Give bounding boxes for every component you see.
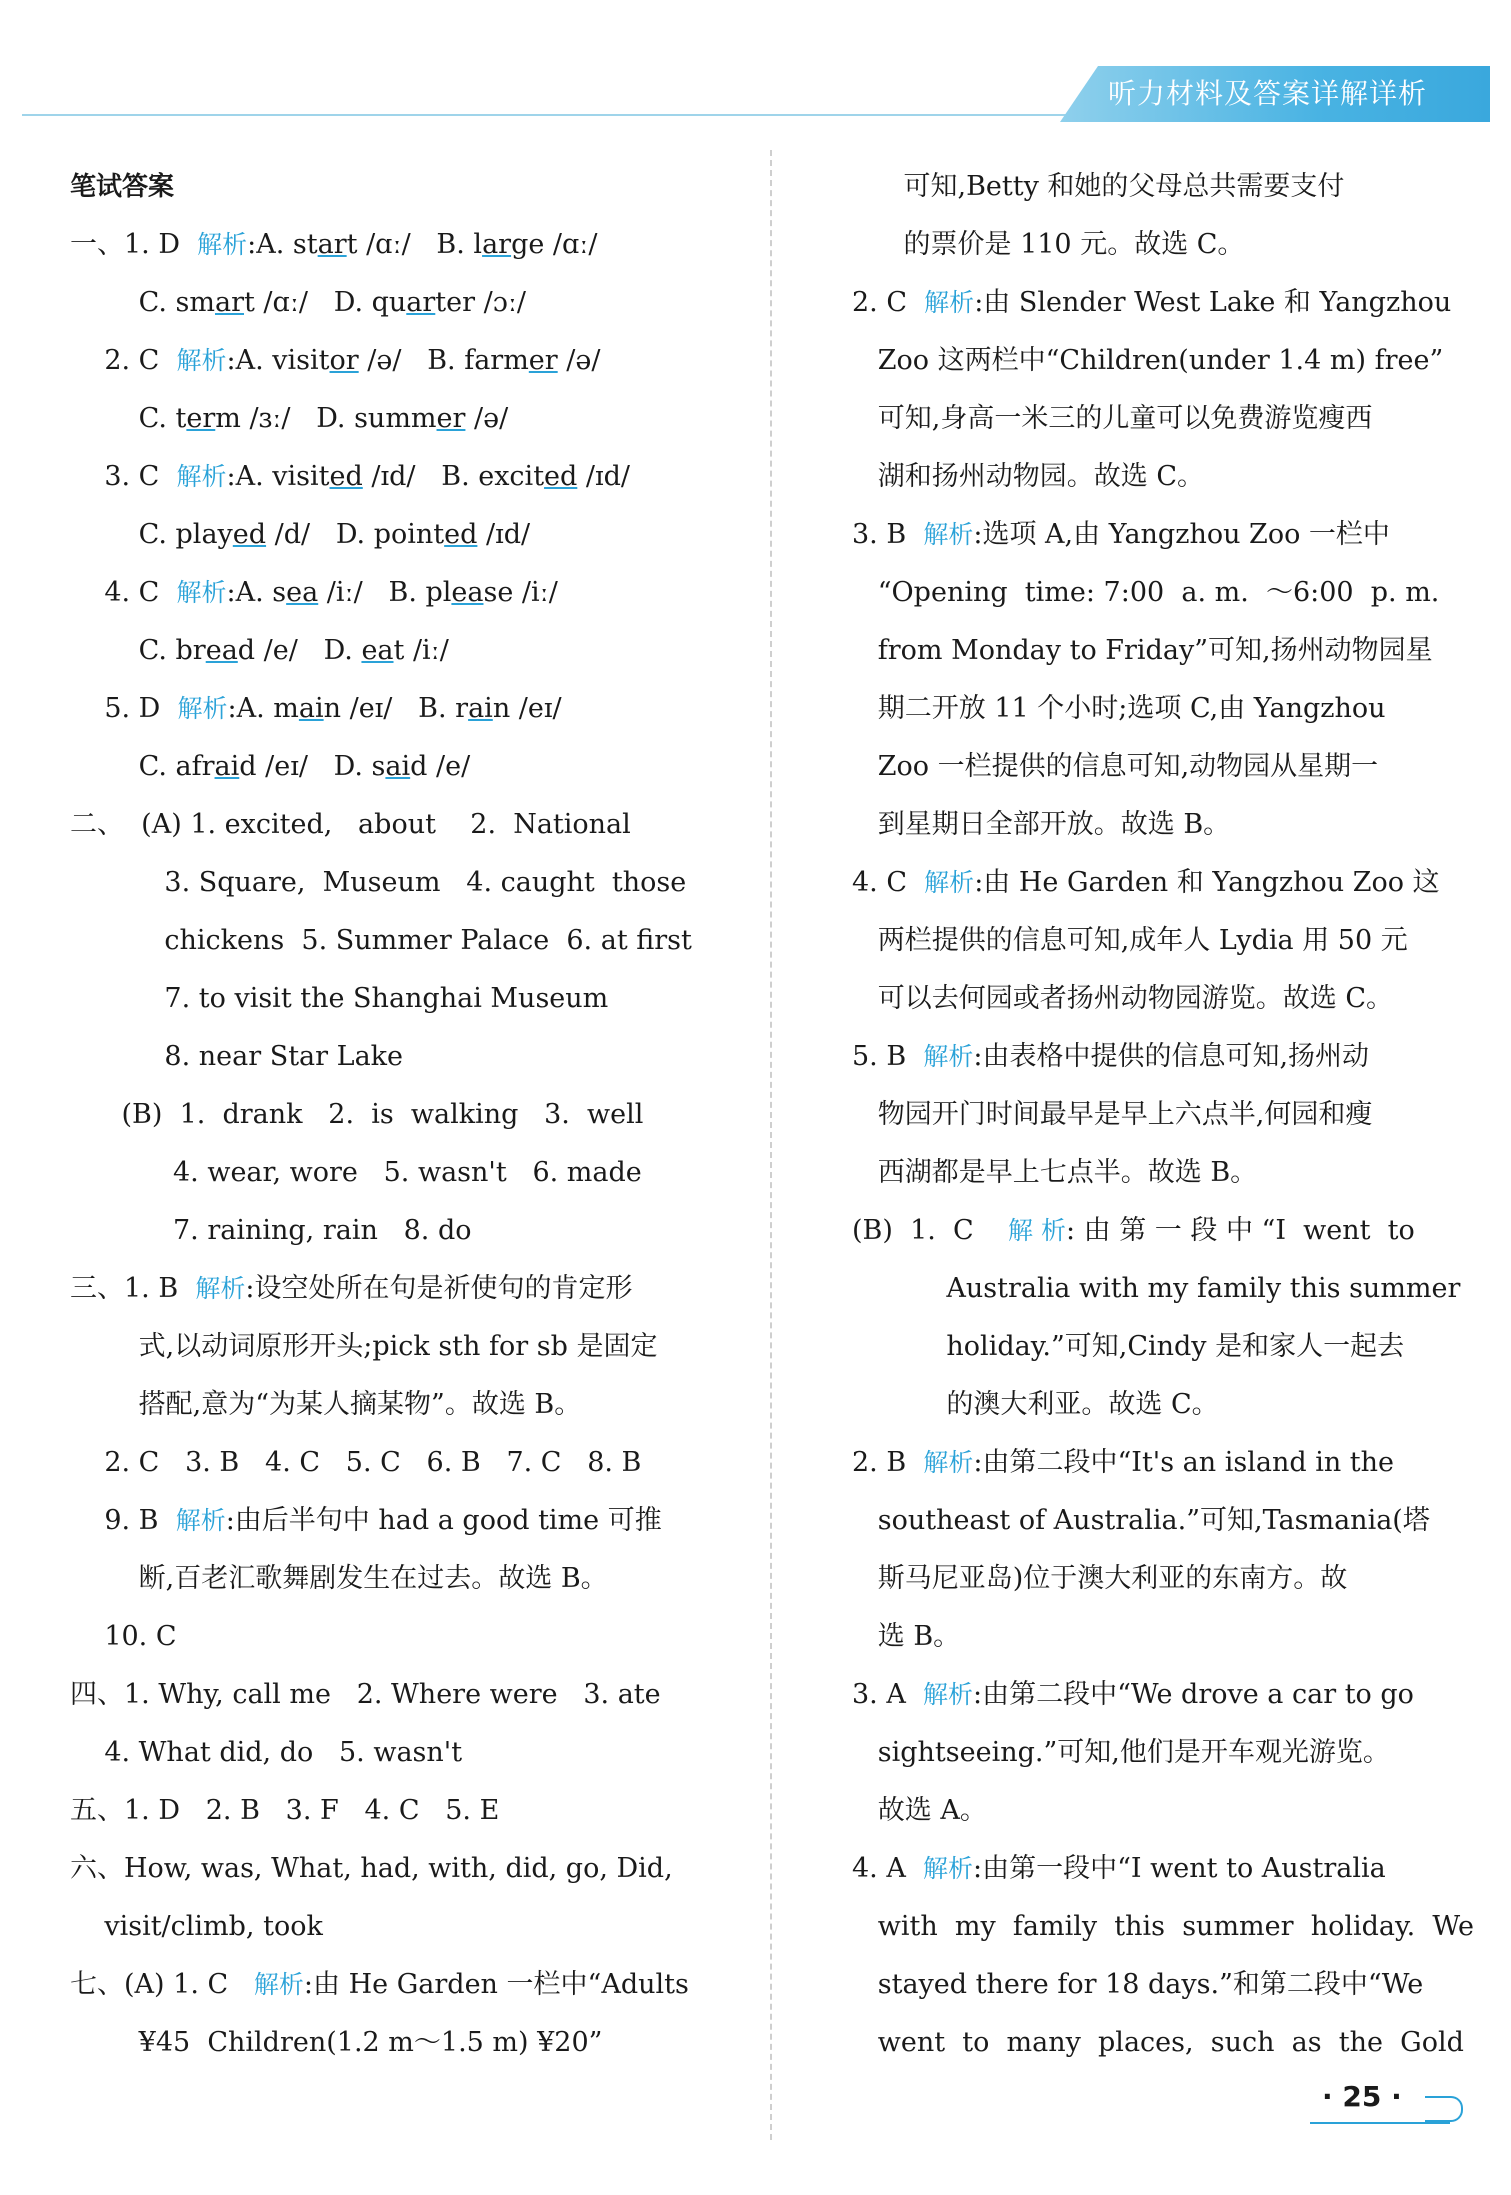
answer-text: :由 Slender West Lake 和 Yangzhou	[974, 287, 1452, 318]
answer-text: 2. B	[852, 1447, 924, 1478]
answer-text: n /eɪ/ B. r	[323, 693, 469, 724]
answer-text: :由 He Garden 和 Yangzhou Zoo 这	[974, 867, 1440, 898]
answer-text: from Monday to Friday”可知,扬州动物园星	[852, 635, 1433, 666]
analysis-label: 解析	[923, 1854, 974, 1883]
underlined-letters: ed	[544, 461, 578, 492]
underlined-letters: ar	[214, 287, 244, 318]
answer-text: 7. raining, rain 8. do	[70, 1215, 472, 1246]
answer-text: with my family this summer holiday. We	[852, 1911, 1474, 1942]
answer-text: t /iː/	[393, 635, 449, 666]
answer-text: 4. C	[70, 577, 177, 608]
answer-text: t /ɑː/ B. l	[346, 229, 483, 260]
answer-text: :A. visit	[226, 345, 330, 376]
answer-text: 两栏提供的信息可知,成年人 Lydia 用 50 元	[852, 925, 1408, 956]
answer-text: 故选 A。	[852, 1795, 987, 1826]
underlined-letters: ar	[406, 287, 436, 318]
answer-line	[852, 448, 1462, 506]
answer-text: stayed there for 18 days.”和第二段中“We	[852, 1969, 1424, 2000]
page-number-arrow-icon	[1425, 2096, 1463, 2122]
answer-line	[70, 622, 750, 680]
answer-line	[852, 1318, 1462, 1376]
answer-line	[70, 912, 750, 970]
answer-text: 二、 (A) 1. excited, about 2. National	[70, 809, 631, 840]
answer-text: 10. C	[70, 1621, 177, 1652]
underlined-letters: ed	[329, 461, 363, 492]
answer-line	[852, 622, 1462, 680]
page-number-rule	[1310, 2122, 1450, 2124]
answer-text: 的票价是 110 元。故选 C。	[852, 229, 1245, 260]
answer-line	[852, 796, 1462, 854]
answer-text: 四、1. Why, call me 2. Where were 3. ate	[70, 1679, 661, 1710]
underlined-letters: er	[186, 403, 216, 434]
analysis-label: 解析	[175, 1506, 226, 1535]
underlined-letters: er	[528, 345, 558, 376]
answer-text: d /e/	[410, 751, 471, 782]
answer-text: 的澳大利亚。故选 C。	[852, 1389, 1219, 1420]
answer-line	[70, 1028, 750, 1086]
answer-line	[70, 158, 750, 216]
answer-text: 9. B	[70, 1505, 176, 1536]
answer-text: 8. near Star Lake	[70, 1041, 404, 1072]
answer-text: C. play	[70, 519, 233, 550]
answer-text: 7. to visit the Shanghai Museum	[70, 983, 609, 1014]
answer-text: Zoo 这两栏中“Children(under 1.4 m) free”	[852, 345, 1444, 376]
answer-text: 西湖都是早上七点半。故选 B。	[852, 1157, 1258, 1188]
underlined-letters: ea	[451, 577, 484, 608]
answer-text: ¥45 Children(1.2 m～1.5 m) ¥20”	[70, 2027, 603, 2058]
answer-text: chickens 5. Summer Palace 6. at first	[70, 925, 692, 956]
answer-text: :设空处所在句是祈使句的肯定形	[245, 1273, 633, 1304]
underlined-letters: ea	[361, 635, 394, 666]
answer-text: Australia with my family this summer	[852, 1273, 1461, 1304]
answer-line	[852, 738, 1462, 796]
answer-line	[852, 1492, 1462, 1550]
answer-text: 选 B。	[852, 1621, 961, 1652]
answer-line	[70, 680, 750, 738]
answer-line	[852, 216, 1462, 274]
answer-text: 三、1. B	[70, 1273, 196, 1304]
underlined-letters: ai	[468, 693, 493, 724]
analysis-label: 解析	[923, 1448, 974, 1477]
answer-text: 4. A	[852, 1853, 924, 1884]
answer-line	[70, 1724, 750, 1782]
answer-line	[852, 1376, 1462, 1434]
answer-text: :由第一段中“I went to Australia	[973, 1853, 1386, 1884]
underlined-letters: ea	[205, 635, 238, 666]
answer-text: Zoo 一栏提供的信息可知,动物园从星期一	[852, 751, 1379, 782]
underlined-letters: ea	[286, 577, 319, 608]
answer-line	[852, 332, 1462, 390]
answer-text: :由后半句中 had a good time 可推	[225, 1505, 662, 1536]
answer-text: :A. m	[227, 693, 299, 724]
answer-text: d /eɪ/ D. s	[239, 751, 386, 782]
answer-text: :A. st	[247, 229, 318, 260]
answer-line	[70, 1956, 750, 2014]
answer-text: /ə/	[465, 403, 509, 434]
answer-text: C. t	[70, 403, 187, 434]
answer-line	[70, 796, 750, 854]
answer-line	[70, 1666, 750, 1724]
answer-line	[852, 1028, 1462, 1086]
answer-line	[852, 854, 1462, 912]
page-number: · 25 ·	[1322, 2080, 1402, 2113]
column-divider	[770, 150, 772, 2140]
answer-text: :由第二段中“It's an island in the	[973, 1447, 1395, 1478]
answer-line	[70, 1086, 750, 1144]
answer-text: sightseeing.”可知,他们是开车观光游览。	[852, 1737, 1390, 1768]
answer-text: 2. C	[70, 345, 177, 376]
answer-line	[70, 1608, 750, 1666]
answer-text: visit/climb, took	[70, 1911, 323, 1942]
answer-line	[70, 216, 750, 274]
answer-text: d /e/ D.	[237, 635, 362, 666]
answer-text: 5. B	[852, 1041, 924, 1072]
analysis-label: 解析	[253, 1970, 304, 1999]
answer-line	[852, 1898, 1474, 1956]
answer-line	[852, 1260, 1462, 1318]
answer-text: m /ɜː/ D. summ	[215, 403, 437, 434]
answer-text: /iː/ B. pl	[318, 577, 452, 608]
analysis-label: 解析	[923, 1042, 974, 1071]
answer-text: n /eɪ/	[492, 693, 562, 724]
answer-text: (B) 1. C	[852, 1215, 1008, 1246]
answer-line	[852, 1724, 1462, 1782]
answer-line	[852, 1202, 1462, 1260]
header-title: 听力材料及答案详解详析	[1108, 77, 1428, 110]
answer-line	[70, 506, 750, 564]
analysis-label: 解析	[176, 462, 227, 491]
answer-text: C. br	[70, 635, 206, 666]
underlined-letters: ar	[482, 229, 512, 260]
analysis-label: 解析	[177, 694, 228, 723]
answer-line	[852, 970, 1462, 1028]
answer-line	[852, 1434, 1462, 1492]
answer-line	[70, 274, 750, 332]
answer-text: 3. A	[852, 1679, 924, 1710]
answer-text: ge /ɑː/	[511, 229, 598, 260]
answer-line	[70, 448, 750, 506]
answer-text: :由 He Garden 一栏中“Adults	[303, 1969, 689, 2000]
right-column	[852, 158, 1474, 2072]
analysis-label: 解析	[924, 288, 975, 317]
underlined-letters: ai	[385, 751, 411, 782]
answer-text: C. afr	[70, 751, 215, 782]
answer-line	[852, 158, 1462, 216]
answer-text: /ɪd/	[477, 519, 531, 550]
answer-line	[70, 1492, 750, 1550]
answer-text: :由表格中提供的信息可知,扬州动	[973, 1041, 1370, 1072]
answer-text: 一、1. D	[70, 229, 198, 260]
answer-line	[852, 1144, 1462, 1202]
section-title: 笔试答案	[70, 172, 175, 202]
answer-text: /ə/	[557, 345, 601, 376]
answer-text: holiday.”可知,Cindy 是和家人一起去	[852, 1331, 1405, 1362]
answer-line	[852, 1550, 1462, 1608]
underlined-letters: or	[329, 345, 359, 376]
answer-text: 斯马尼亚岛)位于澳大利亚的东南方。故	[852, 1563, 1348, 1594]
answer-text: /ɪd/	[577, 461, 631, 492]
answer-text: 式,以动词原形开头;pick sth for sb 是固定	[70, 1331, 658, 1362]
answer-line	[70, 1434, 750, 1492]
answer-text: 六、How, was, What, had, with, did, go, Did,	[70, 1853, 673, 1884]
left-column	[70, 158, 750, 2072]
answer-text: t /ɑː/ D. qu	[244, 287, 407, 318]
underlined-letters: ed	[444, 519, 478, 550]
answer-line	[70, 1318, 750, 1376]
answer-text: 可以去何园或者扬州动物园游览。故选 C。	[852, 983, 1393, 1014]
answer-text: 搭配,意为“为某人摘某物”。故选 B。	[70, 1389, 582, 1420]
answer-line	[70, 332, 750, 390]
answer-text: southeast of Australia.”可知,Tasmania(塔	[852, 1505, 1430, 1536]
underlined-letters: ai	[214, 751, 240, 782]
answer-line	[70, 1782, 750, 1840]
answer-text: 5. D	[70, 693, 178, 724]
answer-line	[852, 506, 1462, 564]
answer-line	[852, 1666, 1462, 1724]
analysis-label: 解 析	[1008, 1216, 1066, 1245]
underlined-letters: ar	[317, 229, 347, 260]
answer-line	[70, 1376, 750, 1434]
answer-text: 4. C	[852, 867, 925, 898]
answer-line	[852, 1840, 1462, 1898]
answer-text: 3. Square, Museum 4. caught those	[70, 867, 687, 898]
answer-line	[70, 738, 750, 796]
answer-line	[70, 1144, 750, 1202]
answer-text: 可知,身高一米三的儿童可以免费游览瘦西	[852, 403, 1373, 434]
answer-text: 七、(A) 1. C	[70, 1969, 254, 2000]
answer-text: 期二开放 11 个小时;选项 C,由 Yangzhou	[852, 693, 1386, 724]
answer-text: :由第二段中“We drove a car to go	[973, 1679, 1414, 1710]
answer-text: (B) 1. drank 2. is walking 3. well	[70, 1099, 644, 1130]
answer-line	[70, 1550, 750, 1608]
answer-text: 3. C	[70, 461, 177, 492]
answer-text: /ə/ B. farm	[358, 345, 529, 376]
answer-text: went to many places, such as the Gold	[852, 2027, 1464, 2058]
answer-text: 湖和扬州动物园。故选 C。	[852, 461, 1204, 492]
answer-text: C. sm	[70, 287, 215, 318]
analysis-label: 解析	[195, 1274, 246, 1303]
analysis-label: 解析	[176, 578, 227, 607]
answer-text: :A. visit	[226, 461, 330, 492]
answer-text: 物园开门时间最早是早上六点半,何园和瘦	[852, 1099, 1373, 1130]
answer-line	[852, 1608, 1462, 1666]
answer-line	[852, 274, 1462, 332]
answer-line	[70, 1840, 750, 1898]
analysis-label: 解析	[197, 230, 248, 259]
underlined-letters: ed	[232, 519, 267, 550]
underlined-letters: ai	[298, 693, 324, 724]
answer-line	[70, 564, 750, 622]
answer-text: 2. C	[852, 287, 925, 318]
answer-line	[70, 390, 750, 448]
answer-line	[70, 854, 750, 912]
answer-line	[852, 912, 1462, 970]
answer-text: /ɪd/ B. excit	[362, 461, 545, 492]
answer-text: /d/ D. point	[266, 519, 445, 550]
answer-line	[852, 1782, 1462, 1840]
answer-text: :A. s	[226, 577, 287, 608]
answer-text: 到星期日全部开放。故选 B。	[852, 809, 1231, 840]
answer-text: 五、1. D 2. B 3. F 4. C 5. E	[70, 1795, 500, 1826]
answer-text: : 由 第 一 段 中 “I went to	[1065, 1215, 1415, 1246]
answer-text: 2. C 3. B 4. C 5. C 6. B 7. C 8. B	[70, 1447, 642, 1478]
analysis-label: 解析	[176, 346, 227, 375]
answer-line	[70, 970, 750, 1028]
answer-line	[70, 1202, 750, 1260]
answer-text: ter /ɔː/	[435, 287, 527, 318]
answer-line	[852, 564, 1462, 622]
answer-line	[852, 390, 1462, 448]
analysis-label: 解析	[923, 1680, 974, 1709]
answer-text: 断,百老汇歌舞剧发生在过去。故选 B。	[70, 1563, 608, 1594]
answer-text: 4. wear, wore 5. wasn't 6. made	[70, 1157, 642, 1188]
answer-text: :选项 A,由 Yangzhou Zoo 一栏中	[973, 519, 1390, 550]
answer-line	[852, 1956, 1462, 2014]
answer-text: 3. B	[852, 519, 924, 550]
analysis-label: 解析	[924, 868, 975, 897]
answer-line	[70, 1898, 750, 1956]
answer-line	[852, 680, 1462, 738]
answer-line	[70, 1260, 750, 1318]
answer-line	[70, 2014, 750, 2072]
answer-line	[852, 1086, 1462, 1144]
answer-text: “Opening time: 7:00 a. m. ～6:00 p. m.	[852, 577, 1440, 608]
underlined-letters: er	[436, 403, 466, 434]
answer-text: se /iː/	[483, 577, 558, 608]
analysis-label: 解析	[923, 520, 974, 549]
answer-line	[852, 2014, 1462, 2072]
answer-text: 4. What did, do 5. wasn't	[70, 1737, 463, 1768]
answer-text: 可知,Betty 和她的父母总共需要支付	[852, 171, 1345, 202]
